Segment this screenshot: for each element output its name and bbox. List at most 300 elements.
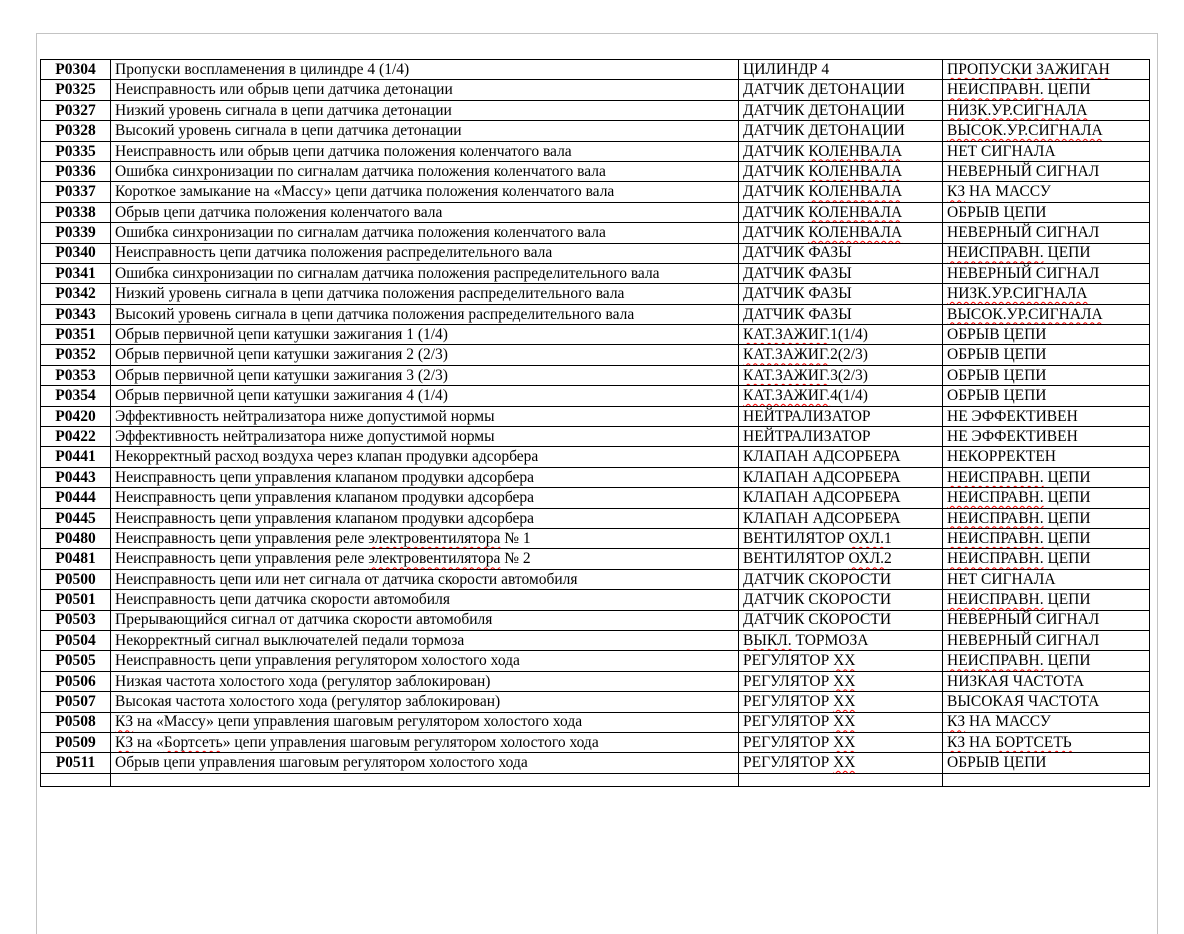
code-cell: [41, 100, 111, 120]
empty-cell: [41, 773, 111, 786]
cell-text: P0503: [55, 611, 96, 629]
status-cell: [943, 243, 1150, 263]
spellcheck-marked-text: ХХ: [833, 733, 856, 751]
table-row: [41, 223, 1150, 243]
spellcheck-marked-text: КЗ: [947, 733, 966, 751]
status-cell: [943, 161, 1150, 181]
spellcheck-marked-text: ВЫСОК.УР.СИГНАЛА: [947, 122, 1103, 140]
table-row: [41, 610, 1150, 630]
short-name-cell: [739, 223, 943, 243]
empty-cell: [739, 773, 943, 786]
description-cell: [111, 263, 739, 283]
cell-text: P0353: [55, 366, 96, 384]
table-row: [41, 141, 1150, 161]
short-name-cell: [739, 447, 943, 467]
table-row: [41, 386, 1150, 406]
cell-text: КЛАПАН АДСОРБЕРА: [743, 468, 901, 486]
cell-text: Ошибка синхронизации по сигналам датчика положения коленчатого вала: [115, 224, 606, 242]
cell-text: ОБРЫВ ЦЕПИ: [947, 326, 1047, 344]
code-cell: [41, 161, 111, 181]
table-row: [41, 427, 1150, 447]
code-cell: [41, 488, 111, 508]
status-cell: [943, 365, 1150, 385]
code-cell: [41, 610, 111, 630]
cell-text: P0500: [55, 570, 96, 588]
description-cell: [111, 671, 739, 691]
spellcheck-marked-text: НЕИСПРАВН.: [947, 489, 1044, 507]
short-name-cell: [739, 508, 943, 528]
status-cell: [943, 427, 1150, 447]
cell-text: НЕ ЭФФЕКТИВЕН: [947, 407, 1078, 425]
short-name-cell: [739, 121, 943, 141]
status-cell: [943, 651, 1150, 671]
cell-text: КЛАПАН АДСОРБЕРА: [743, 448, 901, 466]
table-row: [41, 243, 1150, 263]
short-name-cell: [739, 549, 943, 569]
description-cell: [111, 141, 739, 161]
cell-text: Обрыв цепи управления шаговым регулятором холостого хода: [115, 754, 528, 772]
code-cell: [41, 243, 111, 263]
table-row: [41, 365, 1150, 385]
short-name-cell: [739, 488, 943, 508]
code-cell: [41, 182, 111, 202]
cell-text: РЕГУЛЯТОР: [743, 672, 834, 690]
status-cell: [943, 467, 1150, 487]
cell-text: ДАТЧИК СКОРОСТИ: [743, 570, 892, 588]
status-cell: [943, 263, 1150, 283]
cell-text: 1: [884, 529, 892, 547]
short-name-cell: [739, 671, 943, 691]
cell-text: ДАТЧИК СКОРОСТИ: [743, 591, 892, 609]
table-row: [41, 304, 1150, 324]
description-cell: [111, 386, 739, 406]
spellcheck-marked-text: ХХ: [833, 693, 856, 711]
cell-text: P0352: [55, 346, 96, 364]
status-cell: [943, 590, 1150, 610]
spellcheck-marked-text: БОРТСЕТЬ: [995, 733, 1072, 751]
table-row: [41, 569, 1150, 589]
table-row: [41, 488, 1150, 508]
status-cell: [943, 345, 1150, 365]
cell-text: ЦЕПИ: [1043, 468, 1091, 486]
spellcheck-marked-text: ХХ: [833, 713, 856, 731]
cell-text: P0343: [55, 305, 96, 323]
status-cell: [943, 202, 1150, 222]
description-cell: [111, 651, 739, 671]
spellcheck-marked-text: Бортсеть: [163, 733, 223, 751]
spellcheck-marked-text: НИЗК.УР.СИГНАЛА: [947, 285, 1088, 303]
description-cell: [111, 569, 739, 589]
cell-text: ЦЕПИ: [1043, 489, 1091, 507]
code-cell: [41, 325, 111, 345]
short-name-cell: [739, 569, 943, 589]
code-cell: [41, 345, 111, 365]
cell-text: P0336: [55, 162, 96, 180]
spellcheck-marked-text: НЕИСПРАВН.: [947, 550, 1044, 568]
status-cell: [943, 569, 1150, 589]
cell-text: P0341: [55, 264, 96, 282]
cell-text: ДАТЧИК: [743, 142, 809, 160]
code-cell: [41, 447, 111, 467]
cell-text: P0444: [55, 489, 96, 507]
table-row: [41, 182, 1150, 202]
code-cell: [41, 651, 111, 671]
cell-text: № 2: [500, 550, 531, 568]
spellcheck-marked-text: электровентилятора: [368, 529, 501, 547]
short-name-cell: [739, 610, 943, 630]
description-cell: [111, 182, 739, 202]
cell-text: P0304: [55, 60, 96, 78]
cell-text: P0506: [55, 672, 96, 690]
cell-text: P0443: [55, 468, 96, 486]
cell-text: ЦЕПИ: [1043, 81, 1091, 99]
table-row: [41, 60, 1150, 80]
short-name-cell: [739, 651, 943, 671]
cell-text: НЕВЕРНЫЙ СИГНАЛ: [947, 611, 1100, 629]
spellcheck-marked-text: КЗ: [115, 713, 134, 731]
cell-text: ДАТЧИК: [743, 203, 809, 221]
spellcheck-marked-text: КОЛЕНВАЛА: [808, 203, 903, 221]
status-cell: [943, 304, 1150, 324]
cell-text: » цепи управления шаговым регулятором холостого хода: [222, 733, 599, 751]
spellcheck-marked-text: НЕИСПРАВН.: [947, 244, 1044, 262]
cell-text: P0337: [55, 183, 96, 201]
status-cell: [943, 182, 1150, 202]
description-cell: [111, 753, 739, 773]
cell-text: ЦЕПИ: [1043, 529, 1091, 547]
cell-text: Неисправность цепи датчика положения распределительного вала: [115, 244, 553, 262]
description-cell: [111, 345, 739, 365]
cell-text: 2: [884, 550, 892, 568]
spellcheck-marked-text: КАТ.ЗАЖИГ.: [743, 366, 831, 384]
cell-text: КЛАПАН АДСОРБЕРА: [743, 509, 901, 527]
spellcheck-marked-text: ХХ: [833, 672, 856, 690]
description-cell: [111, 223, 739, 243]
cell-text: ДАТЧИК ФАЗЫ: [743, 305, 852, 323]
spellcheck-marked-text: ХХ: [833, 754, 856, 772]
table-row: [41, 121, 1150, 141]
table-row: [41, 467, 1150, 487]
cell-text: НЕЙТРАЛИЗАТОР: [743, 427, 871, 445]
short-name-cell: [739, 712, 943, 732]
code-cell: [41, 753, 111, 773]
spellcheck-marked-text: ХХ: [833, 652, 856, 670]
cell-text: НЕ ЭФФЕКТИВЕН: [947, 427, 1078, 445]
short-name-cell: [739, 243, 943, 263]
table-row: [41, 712, 1150, 732]
cell-text: НЕВЕРНЫЙ СИГНАЛ: [947, 224, 1100, 242]
code-cell: [41, 141, 111, 161]
spellcheck-marked-text: НЕИСПРАВН.: [947, 529, 1044, 547]
empty-cell: [943, 773, 1150, 786]
cell-text: Эффективность нейтрализатора ниже допустимой нормы: [115, 407, 495, 425]
description-cell: [111, 406, 739, 426]
table-row: [41, 671, 1150, 691]
description-cell: [111, 161, 739, 181]
cell-text: Высокая частота холостого хода (регулятор заблокирован): [115, 693, 501, 711]
code-cell: [41, 630, 111, 650]
cell-text: Обрыв первичной цепи катушки зажигания 4 (1/4): [115, 387, 448, 405]
status-cell: [943, 732, 1150, 752]
status-cell: [943, 141, 1150, 161]
spellcheck-marked-text: НЕИСПРАВН.: [947, 591, 1044, 609]
short-name-cell: [739, 141, 943, 161]
cell-text: РЕГУЛЯТОР: [743, 733, 834, 751]
short-name-cell: [739, 284, 943, 304]
cell-text: P0509: [55, 733, 96, 751]
description-cell: [111, 692, 739, 712]
code-cell: [41, 569, 111, 589]
table-row: [41, 630, 1150, 650]
table-row: [41, 447, 1150, 467]
cell-text: Высокий уровень сигнала в цепи датчика детонации: [115, 122, 462, 140]
cell-text: P0504: [55, 631, 96, 649]
code-cell: [41, 427, 111, 447]
status-cell: [943, 100, 1150, 120]
cell-text: Неисправность цепи управления клапаном продувки адсорбера: [115, 509, 535, 527]
status-cell: [943, 60, 1150, 80]
empty-cell: [111, 773, 739, 786]
status-cell: [943, 447, 1150, 467]
description-cell: [111, 508, 739, 528]
cell-text: P0325: [55, 81, 96, 99]
cell-text: ЦИЛИНДР 4: [743, 60, 830, 78]
description-cell: [111, 488, 739, 508]
short-name-cell: [739, 80, 943, 100]
cell-text: НЕКОРРЕКТЕН: [947, 448, 1056, 466]
description-cell: [111, 447, 739, 467]
cell-text: Неисправность или обрыв цепи датчика положения коленчатого вала: [115, 142, 572, 160]
cell-text: ДАТЧИК СКОРОСТИ: [743, 611, 892, 629]
table-row: [41, 651, 1150, 671]
cell-text: P0481: [55, 550, 96, 568]
spellcheck-marked-text: КОЛЕНВАЛА: [808, 224, 903, 242]
cell-text: Неисправность цепи управления клапаном продувки адсорбера: [115, 468, 535, 486]
short-name-cell: [739, 182, 943, 202]
cell-text: ОБРЫВ ЦЕПИ: [947, 346, 1047, 364]
cell-text: ДАТЧИК ФАЗЫ: [743, 244, 852, 262]
cell-text: НЕЙТРАЛИЗАТОР: [743, 407, 871, 425]
cell-text: Неисправность или обрыв цепи датчика детонации: [115, 81, 453, 99]
cell-text: P0445: [55, 509, 96, 527]
dtc-table-body: [41, 60, 1150, 787]
cell-text: 3(2/3): [830, 366, 868, 384]
spellcheck-marked-text: ВЫСОК.УР.СИГНАЛА: [947, 305, 1103, 323]
cell-text: Неисправность цепи управления регулятором холостого хода: [115, 652, 520, 670]
short-name-cell: [739, 263, 943, 283]
status-cell: [943, 406, 1150, 426]
spellcheck-marked-text: ОХЛ.: [848, 529, 885, 547]
cell-text: P0342: [55, 285, 96, 303]
cell-text: ВЫСОКАЯ ЧАСТОТА: [947, 693, 1100, 711]
cell-text: НА: [965, 733, 996, 751]
code-cell: [41, 671, 111, 691]
code-cell: [41, 406, 111, 426]
spellcheck-marked-text: НЕИСПРАВН.: [947, 468, 1044, 486]
cell-text: 2(2/3): [830, 346, 868, 364]
cell-text: ТОРМОЗА: [791, 631, 869, 649]
cell-text: РЕГУЛЯТОР: [743, 652, 834, 670]
cell-text: P0422: [55, 427, 96, 445]
cell-text: на «: [133, 733, 164, 751]
cell-text: Неисправность цепи управления реле: [115, 529, 369, 547]
cell-text: P0511: [55, 754, 96, 772]
code-cell: [41, 304, 111, 324]
cell-text: Низкий уровень сигнала в цепи датчика положения распределительного вала: [115, 285, 625, 303]
cell-text: РЕГУЛЯТОР: [743, 693, 834, 711]
short-name-cell: [739, 427, 943, 447]
description-cell: [111, 325, 739, 345]
short-name-cell: [739, 528, 943, 548]
spellcheck-marked-text: НЕИСПРАВН.: [947, 509, 1044, 527]
code-cell: [41, 508, 111, 528]
table-row: [41, 406, 1150, 426]
code-cell: [41, 692, 111, 712]
cell-text: ДАТЧИК: [743, 183, 809, 201]
cell-text: ВЕНТИЛЯТОР: [743, 550, 849, 568]
description-cell: [111, 304, 739, 324]
table-row: [41, 202, 1150, 222]
status-cell: [943, 671, 1150, 691]
code-cell: [41, 590, 111, 610]
short-name-cell: [739, 202, 943, 222]
code-cell: [41, 467, 111, 487]
short-name-cell: [739, 60, 943, 80]
description-cell: [111, 80, 739, 100]
cell-text: Неисправность цепи или нет сигнала от датчика скорости автомобиля: [115, 570, 578, 588]
short-name-cell: [739, 692, 943, 712]
cell-text: Обрыв первичной цепи катушки зажигания 1 (1/4): [115, 326, 448, 344]
cell-text: Обрыв цепи датчика положения коленчатого вала: [115, 203, 443, 221]
spellcheck-marked-text: ОХЛ.: [848, 550, 885, 568]
cell-text: ДАТЧИК ДЕТОНАЦИИ: [743, 122, 905, 140]
spellcheck-marked-text: КЗ: [947, 183, 966, 201]
cell-text: НЕВЕРНЫЙ СИГНАЛ: [947, 264, 1100, 282]
table-row: [41, 284, 1150, 304]
cell-text: Ошибка синхронизации по сигналам датчика положения коленчатого вала: [115, 162, 606, 180]
cell-text: ВЕНТИЛЯТОР: [743, 529, 849, 547]
description-cell: [111, 467, 739, 487]
table-row: [41, 549, 1150, 569]
code-cell: [41, 121, 111, 141]
code-cell: [41, 202, 111, 222]
status-cell: [943, 753, 1150, 773]
spellcheck-marked-text: КАТ.ЗАЖИГ.: [743, 326, 831, 344]
table-row: [41, 80, 1150, 100]
code-cell: [41, 223, 111, 243]
description-cell: [111, 284, 739, 304]
status-cell: [943, 508, 1150, 528]
cell-text: P0328: [55, 122, 96, 140]
cell-text: ЦЕПИ: [1043, 652, 1091, 670]
cell-text: Неисправность цепи управления реле: [115, 550, 369, 568]
spellcheck-marked-text: КОЛЕНВАЛА: [808, 183, 903, 201]
short-name-cell: [739, 325, 943, 345]
cell-text: КЛАПАН АДСОРБЕРА: [743, 489, 901, 507]
status-cell: [943, 630, 1150, 650]
cell-text: Низкая частота холостого хода (регулятор заблокирован): [115, 672, 491, 690]
spellcheck-marked-text: ВЫКЛ.: [743, 631, 792, 649]
cell-text: P0507: [55, 693, 96, 711]
spellcheck-marked-text: НЕИСПРАВН.: [947, 652, 1044, 670]
cell-text: Эффективность нейтрализатора ниже допустимой нормы: [115, 427, 495, 445]
short-name-cell: [739, 467, 943, 487]
cell-text: Обрыв первичной цепи катушки зажигания 2 (2/3): [115, 346, 448, 364]
short-name-cell: [739, 732, 943, 752]
short-name-cell: [739, 304, 943, 324]
short-name-cell: [739, 406, 943, 426]
cell-text: НЕВЕРНЫЙ СИГНАЛ: [947, 631, 1100, 649]
cell-text: Короткое замыкание на «Массу» цепи датчика положения коленчатого вала: [115, 183, 615, 201]
cell-text: ОБРЫВ ЦЕПИ: [947, 366, 1047, 384]
spellcheck-marked-text: КЗ: [947, 713, 966, 731]
status-cell: [943, 80, 1150, 100]
status-cell: [943, 549, 1150, 569]
cell-text: ЦЕПИ: [1043, 509, 1091, 527]
code-cell: [41, 712, 111, 732]
status-cell: [943, 121, 1150, 141]
cell-text: Ошибка синхронизации по сигналам датчика положения распределительного вала: [115, 264, 660, 282]
cell-text: ДАТЧИК ДЕТОНАЦИИ: [743, 81, 905, 99]
description-cell: [111, 732, 739, 752]
status-cell: [943, 610, 1150, 630]
description-cell: [111, 202, 739, 222]
cell-text: P0441: [55, 448, 96, 466]
cell-text: ЦЕПИ: [1043, 550, 1091, 568]
table-row: [41, 590, 1150, 610]
short-name-cell: [739, 365, 943, 385]
status-cell: [943, 284, 1150, 304]
cell-text: Пропуски воспламенения в цилиндре 4 (1/4): [115, 60, 410, 78]
status-cell: [943, 712, 1150, 732]
cell-text: Обрыв первичной цепи катушки зажигания 3 (2/3): [115, 366, 448, 384]
description-cell: [111, 243, 739, 263]
cell-text: P0335: [55, 142, 96, 160]
cell-text: P0354: [55, 387, 96, 405]
table-row: [41, 692, 1150, 712]
cell-text: P0505: [55, 652, 96, 670]
cell-text: НЕТ СИГНАЛА: [947, 570, 1056, 588]
cell-text: РЕГУЛЯТОР: [743, 713, 834, 731]
table-row: [41, 508, 1150, 528]
cell-text: ОБРЫВ ЦЕПИ: [947, 754, 1047, 772]
table-row: [41, 753, 1150, 773]
cell-text: РЕГУЛЯТОР: [743, 754, 834, 772]
description-cell: [111, 100, 739, 120]
cell-text: P0340: [55, 244, 96, 262]
spellcheck-marked-text: НЕИСПРАВН.: [947, 81, 1044, 99]
short-name-cell: [739, 753, 943, 773]
status-cell: [943, 528, 1150, 548]
cell-text: P0351: [55, 326, 96, 344]
spellcheck-marked-text: КОЛЕНВАЛА: [808, 162, 903, 180]
short-name-cell: [739, 386, 943, 406]
table-row: [41, 161, 1150, 181]
cell-text: Высокий уровень сигнала в цепи датчика положения распределительного вала: [115, 305, 635, 323]
cell-text: ДАТЧИК: [743, 224, 809, 242]
cell-text: Некорректный расход воздуха через клапан продувки адсорбера: [115, 448, 539, 466]
spellcheck-marked-text: КАТ.ЗАЖИГ.: [743, 387, 831, 405]
status-cell: [943, 692, 1150, 712]
code-cell: [41, 284, 111, 304]
spellcheck-marked-text: ПРОПУСКИ ЗАЖИГАН: [947, 60, 1110, 78]
description-cell: [111, 365, 739, 385]
description-cell: [111, 590, 739, 610]
table-row: [41, 325, 1150, 345]
clipped-empty-row: [41, 773, 1150, 786]
cell-text: на «Массу» цепи управления шаговым регулятором холостого хода: [133, 713, 583, 731]
description-cell: [111, 60, 739, 80]
